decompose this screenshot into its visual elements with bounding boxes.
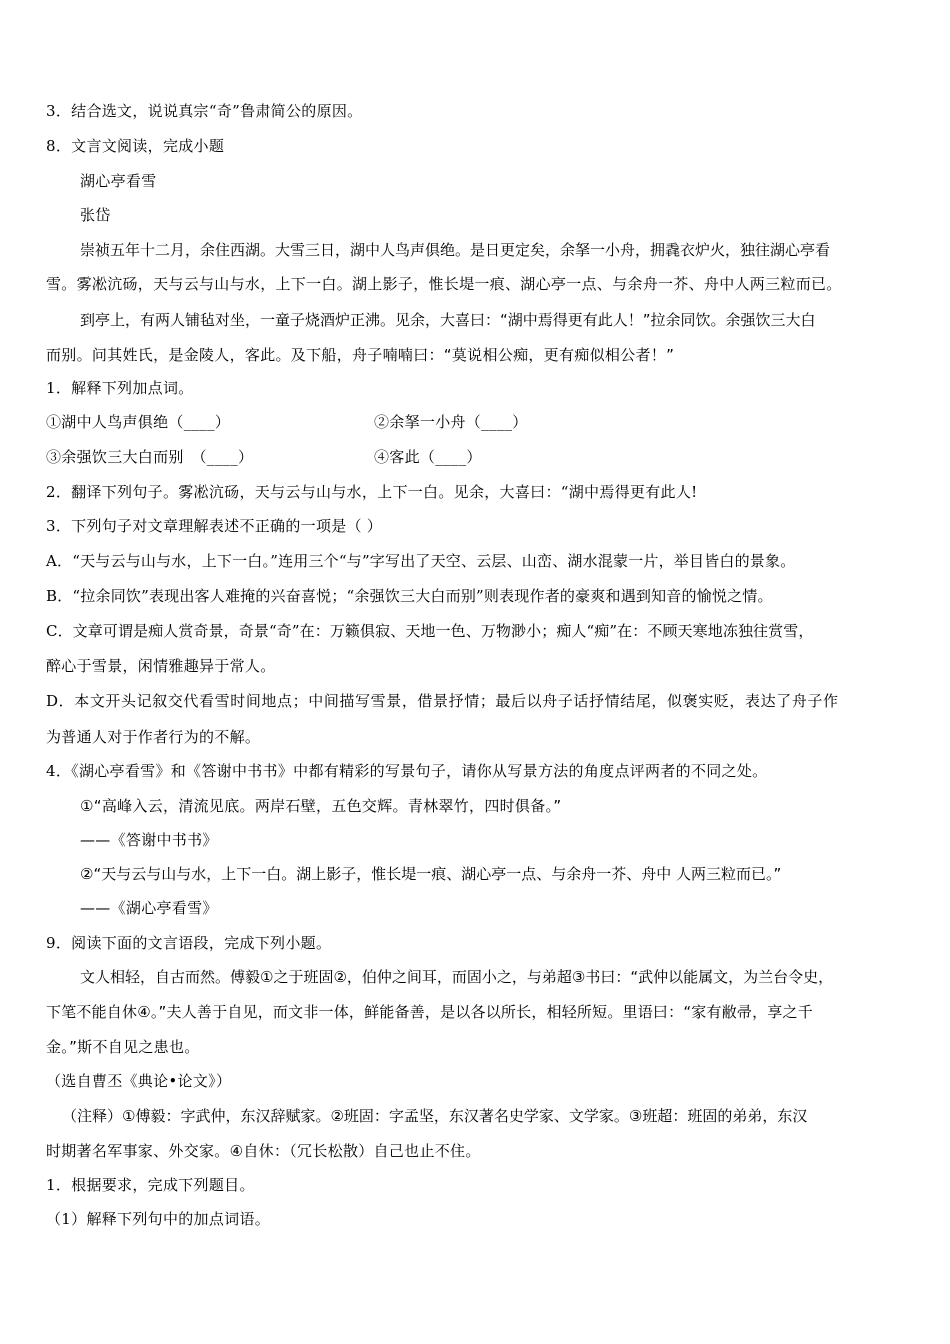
q9-paragraph-line-3: 金。”斯不自见之患也。 [46, 1038, 200, 1056]
q9-paragraph-line-1: 文人相轻，自古而然。傅毅①之于班固②，伯仲之间耳，而固小之，与弟超③书曰：“武仲以能属文，为兰台令史， [80, 968, 834, 986]
q9-subquestion-1-part-1: （1）解释下列句中的加点词语。 [46, 1210, 271, 1228]
passage-paragraph-1-line-2: 雪。雾凇沆砀，天与云与山与水，上下一白。湖上影子，惟长堤一痕、湖心亭一点、与余舟一芥、舟中人两三粒而已。 [46, 275, 842, 293]
subquestion-1-title: 1．解释下列加点词。 [46, 379, 194, 397]
passage-title: 湖心亭看雪 [80, 172, 157, 190]
option-a: A．“天与云与山与水，上下一白。”连用三个“与”字写出了天空、云层、山峦、湖水混蒙一片，举目皆白的景象。 [46, 552, 796, 570]
subquestion-1-item-2: ②余拏一小舟（____） [374, 413, 528, 431]
option-d-line-2: 为普通人对于作者行为的不解。 [46, 728, 261, 746]
subquestion-2: 2．翻译下列句子。雾凇沆砀，天与云与山与水，上下一白。见余，大喜曰：“湖中焉得更有此人! [46, 483, 698, 501]
passage-paragraph-2-line-2: 而别。问其姓氏，是金陵人，客此。及下船，舟子喃喃曰：“莫说相公痴，更有痴似相公者！” [46, 346, 675, 364]
subquestion-4-title: 4．《湖心亭看雪》和《答谢中书书》中都有精彩的写景句子，请你从写景方法的角度点评两者的不同之处。 [46, 762, 768, 780]
subquestion-4-quote-1: ①“高峰入云，清流见底。两岸石壁，五色交辉。青林翠竹，四时俱备。” [80, 797, 562, 815]
subquestion-3-title: 3．下列句子对文章理解表述不正确的一项是（ ） [46, 517, 383, 535]
q9-source: （选自曹丕《典论•论文》） [46, 1072, 232, 1090]
question-8-header: 8．文言文阅读，完成小题 [46, 137, 225, 155]
option-b: B．“拉余同饮”表现出客人难掩的兴奋喜悦；“余强饮三大白而别”则表现作者的豪爽和遇到知音的愉悦之情。 [46, 587, 773, 605]
question-3-previous: 3．结合选文，说说真宗“奇”鲁肃简公的原因。 [46, 102, 363, 120]
subquestion-4-quote-2: ②“天与云与山与水，上下一白。湖上影子，惟长堤一痕、湖心亭一点、与余舟一芥、舟中 人两三粒而已。” [80, 865, 782, 883]
q9-subquestion-1-title: 1．根据要求，完成下列题目。 [46, 1176, 255, 1194]
subquestion-1-item-1: ①湖中人鸟声俱绝（____） [46, 413, 231, 431]
option-c-line-1: C．文章可谓是痴人赏奇景，奇景“奇”在：万籁俱寂、天地一色、万物渺小；痴人“痴”在：不顾天寒地冻独往赏雪， [46, 622, 814, 640]
option-c-line-2: 醉心于雪景，闲情雅趣异于常人。 [46, 657, 276, 675]
question-9-header: 9．阅读下面的文言语段，完成下列小题。 [46, 934, 332, 952]
q9-notes-line-1: （注释）①傅毅：字武仲，东汉辞赋家。②班固：字孟坚，东汉著名史学家、文学家。③班超：班固的弟弟，东汉 [62, 1107, 808, 1125]
subquestion-1-item-3: ③余强饮三大白而别 （____） [46, 448, 254, 466]
subquestion-4-source-2: ——《湖心亭看雪》 [80, 899, 218, 917]
subquestion-4-source-1: ——《答谢中书书》 [80, 831, 218, 849]
q9-paragraph-line-2: 下笔不能自休④。”夫人善于自见，而文非一体，鲜能备善，是以各以所长，相轻所短。里语曰：“家有敝帚，享之千 [46, 1003, 813, 1021]
option-d-line-1: D．本文开头记叙交代看雪时间地点；中间描写雪景，借景抒情；最后以舟子话抒情结尾，似褒实贬，表达了舟子作 [46, 692, 839, 710]
q9-notes-line-2: 时期著名军事家、外交家。④自休：（冗长松散）自己也止不住。 [46, 1142, 481, 1160]
subquestion-1-item-4: ④客此（____） [374, 448, 482, 466]
passage-paragraph-1-line-1: 崇祯五年十二月，余住西湖。大雪三日，湖中人鸟声俱绝。是日更定矣，余拏一小舟，拥毳衣炉火，独往湖心亭看 [80, 241, 831, 259]
passage-paragraph-2-line-1: 到亭上，有两人铺毡对坐，一童子烧酒炉正沸。见余，大喜曰：“湖中焉得更有此人！”拉余同饮。余强饮三大白 [80, 311, 816, 329]
passage-author: 张岱 [80, 206, 111, 224]
